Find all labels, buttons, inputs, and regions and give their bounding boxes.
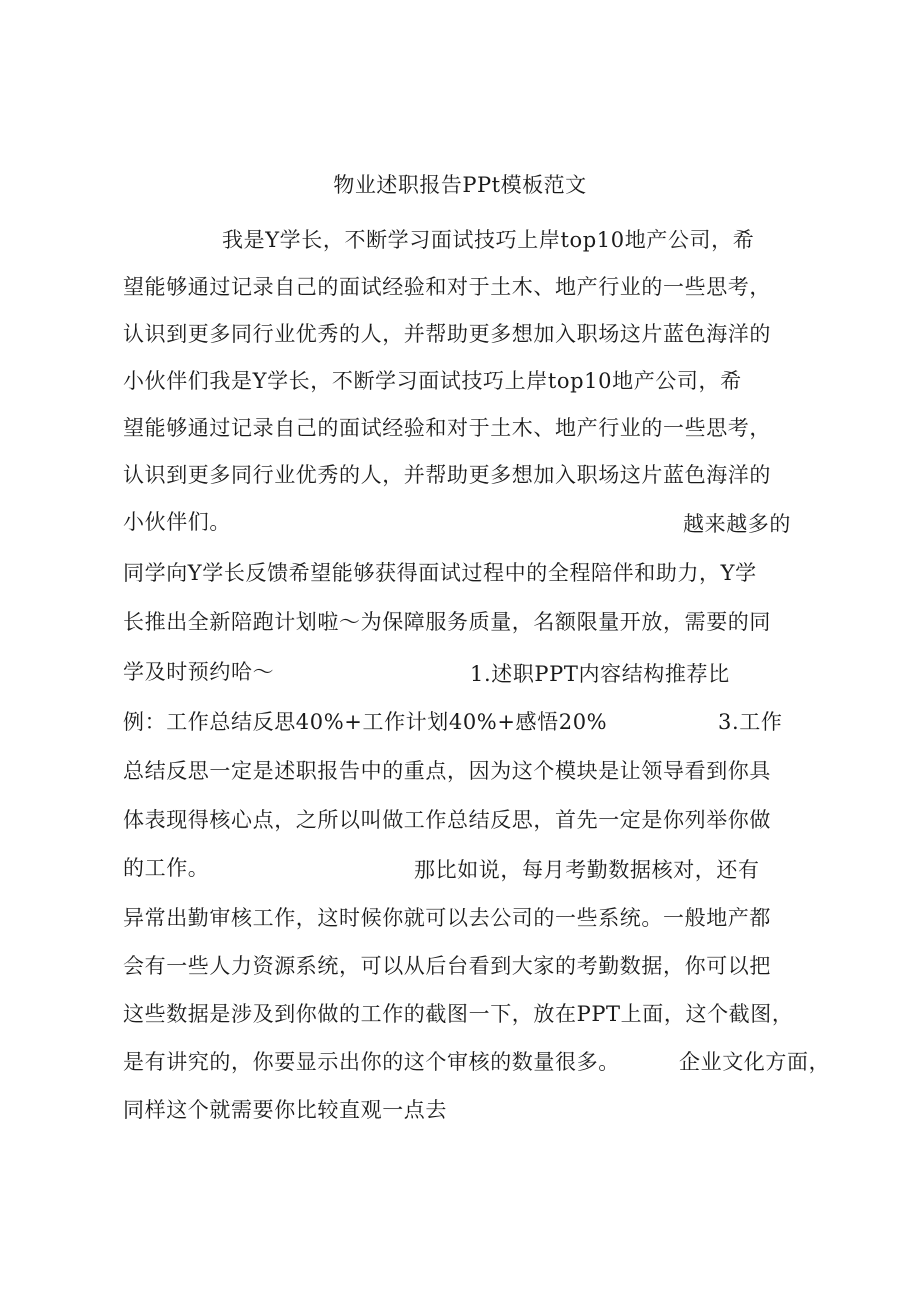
paragraph-line: 认识到更多同行业优秀的人，并帮助更多想加入职场这片蓝色海洋的	[123, 463, 771, 487]
paragraph-line: 企业文化方面，	[679, 1050, 831, 1074]
paragraph-line: 小伙伴们。	[123, 510, 231, 534]
paragraph-line: 1.述职PPT内容结构推荐比	[470, 662, 730, 686]
paragraph-line: 会有一些人力资源系统，可以从后台看到大家的考勤数据，你可以把	[123, 954, 771, 978]
paragraph-line: 学及时预约哈～	[123, 660, 275, 684]
paragraph-line: 望能够通过记录自己的面试经验和对于土木、地产行业的一些思考，	[123, 275, 771, 299]
paragraph-line: 长推出全新陪跑计划啦～为保障服务质量，名额限量开放，需要的同	[123, 610, 771, 634]
paragraph-line: 这些数据是涉及到你做的工作的截图一下，放在PPT上面，这个截图，	[123, 1002, 794, 1026]
paragraph-line: 越来越多的	[683, 512, 791, 536]
paragraph-line: 我是Y学长，不断学习面试技巧上岸top10地产公司，希	[222, 228, 755, 252]
paragraph-line: 同样这个就需要你比较直观一点去	[123, 1098, 447, 1122]
paragraph-line: 异常出勤审核工作，这时候你就可以去公司的一些系统。一般地产都	[123, 906, 771, 930]
paragraph-line: 望能够通过记录自己的面试经验和对于土木、地产行业的一些思考，	[123, 416, 771, 440]
paragraph-line: 小伙伴们我是Y学长，不断学习面试技巧上岸top10地产公司，希	[123, 369, 742, 393]
paragraph-line: 的工作。	[123, 856, 210, 880]
paragraph-line: 体表现得核心点，之所以叫做工作总结反思，首先一定是你列举你做	[123, 808, 771, 832]
document-title: 物业述职报告PPt模板范文	[333, 173, 587, 197]
paragraph-line: 例：工作总结反思40%+工作计划40%+感悟20%	[123, 710, 608, 734]
paragraph-line: 认识到更多同行业优秀的人，并帮助更多想加入职场这片蓝色海洋的	[123, 322, 771, 346]
paragraph-line: 总结反思一定是述职报告中的重点，因为这个模块是让领导看到你具	[123, 759, 771, 783]
paragraph-line: 3.工作	[718, 710, 783, 734]
paragraph-line: 是有讲究的，你要显示出你的这个审核的数量很多。	[123, 1050, 620, 1074]
paragraph-line: 同学向Y学长反馈希望能够获得面试过程中的全程陪伴和助力，Y学	[123, 561, 757, 585]
paragraph-line: 那比如说，每月考勤数据核对，还有	[414, 858, 760, 882]
